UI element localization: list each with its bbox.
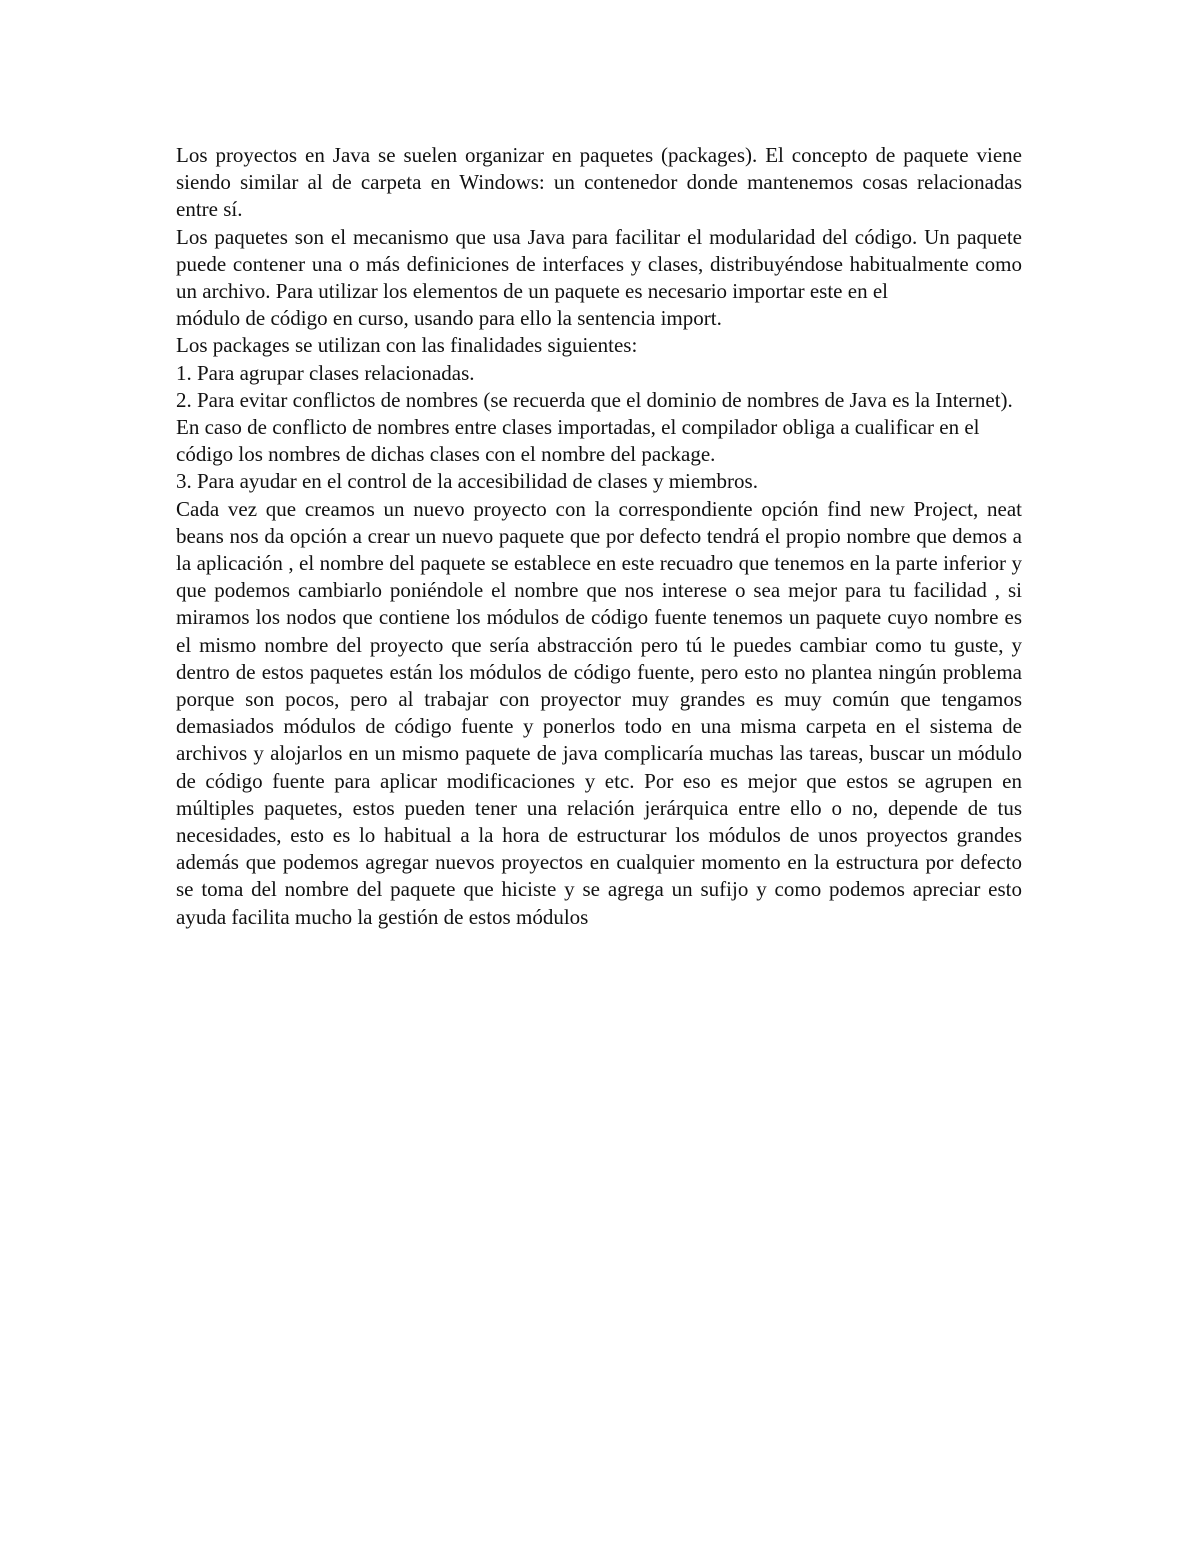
paragraph-import-statement: módulo de código en curso, usando para ello la sentencia import. bbox=[176, 306, 722, 331]
list-item-purpose-3: 3. Para ayudar en el control de la accesibilidad de clases y miembros. bbox=[176, 469, 758, 494]
paragraph-packages-intro: Los proyectos en Java se suelen organizar en paquetes (packages). El concepto de paquete viene siendo similar al de carpeta en Windows: un contenedor donde mantenemos cosas relacionadas entre sí. bbox=[176, 143, 1022, 222]
paragraph-purposes-heading: Los packages se utilizan con las finalidades siguientes: bbox=[176, 333, 638, 358]
document-body bbox=[176, 142, 1022, 931]
paragraph-packages-mechanism: Los paquetes son el mecanismo que usa Java para facilitar el modularidad del código. Un paquete puede contener una o más definiciones de interfaces y clases, distribuyéndose habitualmente como un archivo. Para utilizar los elementos de un paquete es necesario importar este en el bbox=[176, 224, 1022, 304]
paragraph-netbeans-projects: Cada vez que creamos un nuevo proyecto con la correspondiente opción find new Project, neat beans nos da opción a crear un nuevo paquete que por defecto tendrá el propio nombre que demos a la aplicación , el nombre del paquete se establece en este recuadro que tenemos en la parte inferior y que podemos cambiarlo poniéndole el nombre que nos interese o sea mejor para tu facilidad , si miramos los nodos que contiene los módulos de código fuente tenemos un paquete cuyo nombre es el mismo nombre del proyecto que sería abstracción pero tú le puedes cambiar como tu guste, y dentro de estos paquetes están los módulos de código fuente, pero esto no plantea ningún problema porque son pocos, pero al trabajar con proyector muy grandes es muy común que tengamos demasiados módulos de código fuente y ponerlos todo en una misma carpeta en el sistema de archivos y alojarlos en un mismo paquete de java complicaría muchas las tareas, buscar un módulo de código fuente para aplicar modificaciones y etc. Por eso es mejor que estos se agrupen en múltiples paquetes, estos pueden tener una relación jerárquica entre ello o no, depende de tus necesidades, esto es lo habitual a la hora de estructurar los módulos de unos proyectos grandes además que podemos agregar nuevos proyectos en cualquier momento en la estructura por defecto se toma del nombre del paquete que hiciste y se agrega un sufijo y como podemos apreciar esto ayuda facilita mucho la gestión de estos módulos bbox=[176, 496, 1022, 929]
list-item-purpose-1: 1. Para agrupar clases relacionadas. bbox=[176, 360, 475, 385]
list-item-purpose-2: 2. Para evitar conflictos de nombres (se recuerda que el dominio de nombres de Java es la Internet). En caso de conflicto de nombres entre clases importadas, el compilador obliga a cualificar en el código los nombres de dichas clases con el nombre del package. bbox=[176, 387, 1013, 467]
